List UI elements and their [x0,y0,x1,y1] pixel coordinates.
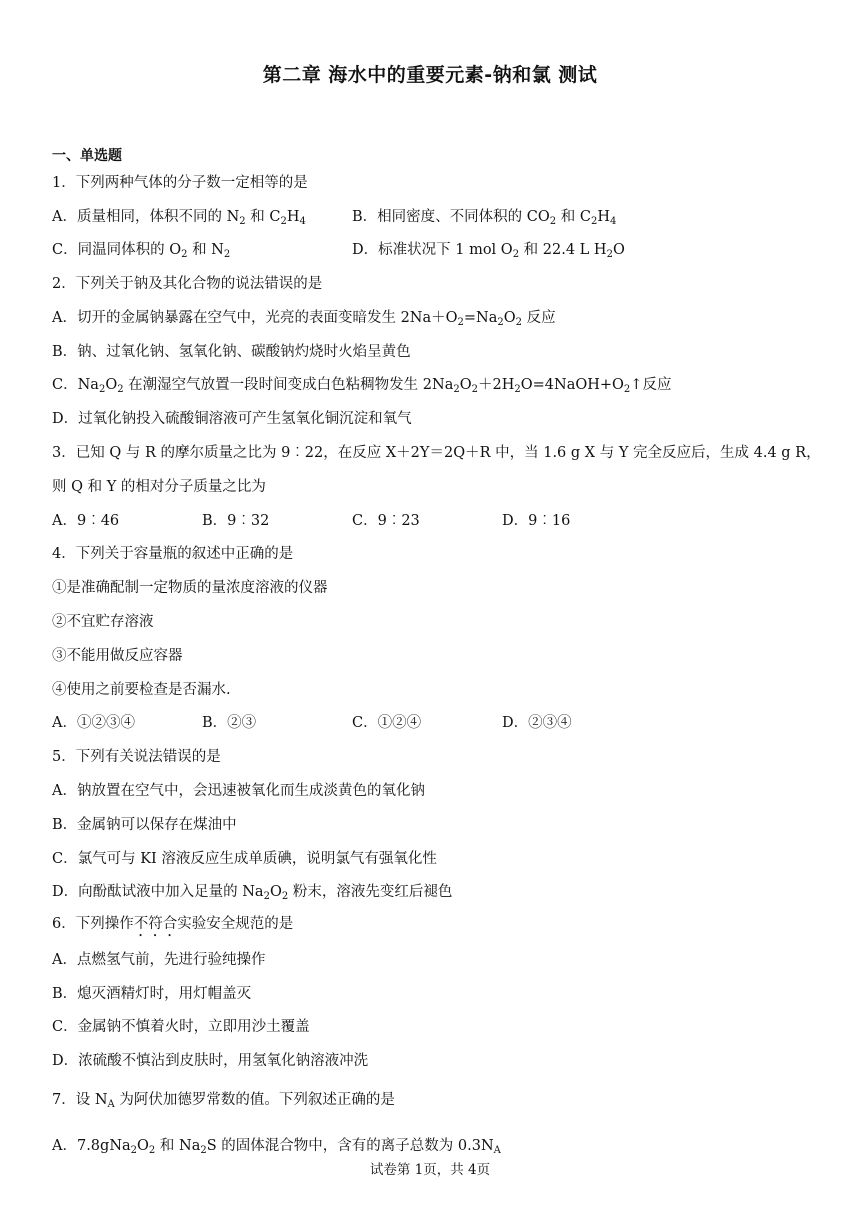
question-3-stem-line-1: 3．已知 Q 与 R 的摩尔质量之比为 9︰22，在反应 X＋2Y＝2Q＋R 中，当 1.6 g X 与 Y 完全反应后，生成 4.4 g R， [52,445,821,461]
question-3-option-c: C．9︰23 [352,513,420,529]
page-title: 第二章 海水中的重要元素-钠和氯 测试 [262,64,598,86]
question-5-option-b: B．金属钠可以保存在煤油中 [52,817,237,833]
question-3-option-d: D．9︰16 [502,513,571,529]
question-5-stem: 5．下列有关说法错误的是 [52,749,221,765]
question-4-statement-2: ②不宜贮存溶液 [52,614,154,630]
question-3-stem-line-2: 则 Q 和 Y 的相对分子质量之比为 [52,479,266,495]
question-6-stem: 6．下列操作不符合实验安全规范的是 [52,916,294,932]
question-4-option-b: B．②③ [202,715,257,731]
question-1-stem: 1．下列两种气体的分子数一定相等的是 [52,175,308,191]
question-4-statement-4: ④使用之前要检查是否漏水. [52,682,231,698]
question-4-statement-3: ③不能用做反应容器 [52,648,183,664]
question-4-option-a: A．①②③④ [52,715,135,731]
question-6-option-d: D．浓硫酸不慎沾到皮肤时，用氢氧化钠溶液冲洗 [52,1053,369,1069]
question-1-option-b: B．相同密度、不同体积的 $CO_2$ 和 $C_2H_4$ [352,209,617,227]
question-5-option-c: C．氯气可与 KI 溶液反应生成单质碘，说明氯气有强氧化性 [52,851,437,867]
section-heading: 一、单选题 [52,148,122,164]
question-4-statement-1: ①是准确配制一定物质的量浓度溶液的仪器 [52,580,328,596]
question-2-option-c: C．$Na_2O_2$ 在潮湿空气放置一段时间变成白色粘稠物发生 $2Na_2O_2+2H_2O=4NaOH+O_2↑$反应 [52,377,672,395]
question-2-option-d: D．过氧化钠投入硫酸铜溶液可产生氢氧化铜沉淀和氧气 [52,411,412,427]
question-1-option-a: A．质量相同，体积不同的 $N_2$ 和 $C_2H_4$ [52,209,306,227]
question-1-option-c: C．同温同体积的 $O_2$ 和 $N_2$ [52,242,231,260]
question-4-stem: 4．下列关于容量瓶的叙述中正确的是 [52,546,294,562]
question-2-option-a: A．切开的金属钠暴露在空气中，光亮的表面变暗发生 $2Na+O_2=Na_2O_2$ 反应 [52,310,556,328]
question-7-option-a: A．$7.8gNa_2O_2$ 和 $Na_2S$ 的固体混合物中，含有的离子总数为 $0.3N_A$ [52,1138,501,1156]
question-4-option-d: D．②③④ [502,715,572,731]
question-6-option-a: A．点燃氢气前，先进行验纯操作 [52,952,266,968]
question-5-option-d: D．向酚酞试液中加入足量的 $Na_2O_2$ 粉末，溶液先变红后褪色 [52,884,453,902]
emphasized-text: 不符合 [133,916,178,932]
question-7-stem: 7．设 $N_A$ 为阿伏加德罗常数的值。下列叙述正确的是 [52,1092,395,1110]
question-3-option-b: B．9︰32 [202,513,270,529]
question-1-option-d: D．标准状况下 1 mol $O_2$ 和 22.4 L $H_2O$ [352,242,625,260]
question-4-option-c: C．①②④ [352,715,422,731]
question-6-option-c: C．金属钠不慎着火时，立即用沙土覆盖 [52,1019,310,1035]
question-6-option-b: B．熄灭酒精灯时，用灯帽盖灭 [52,986,252,1002]
page-footer: 试卷第 1页，共 4页 [369,1162,491,1178]
question-2-stem: 2．下列关于钠及其化合物的说法错误的是 [52,276,323,292]
question-2-option-b: B．钠、过氧化钠、氢氧化钠、碳酸钠灼烧时火焰呈黄色 [52,344,411,360]
question-3-option-a: A．9︰46 [52,513,120,529]
question-5-option-a: A．钠放置在空气中，会迅速被氧化而生成淡黄色的氧化钠 [52,783,425,799]
